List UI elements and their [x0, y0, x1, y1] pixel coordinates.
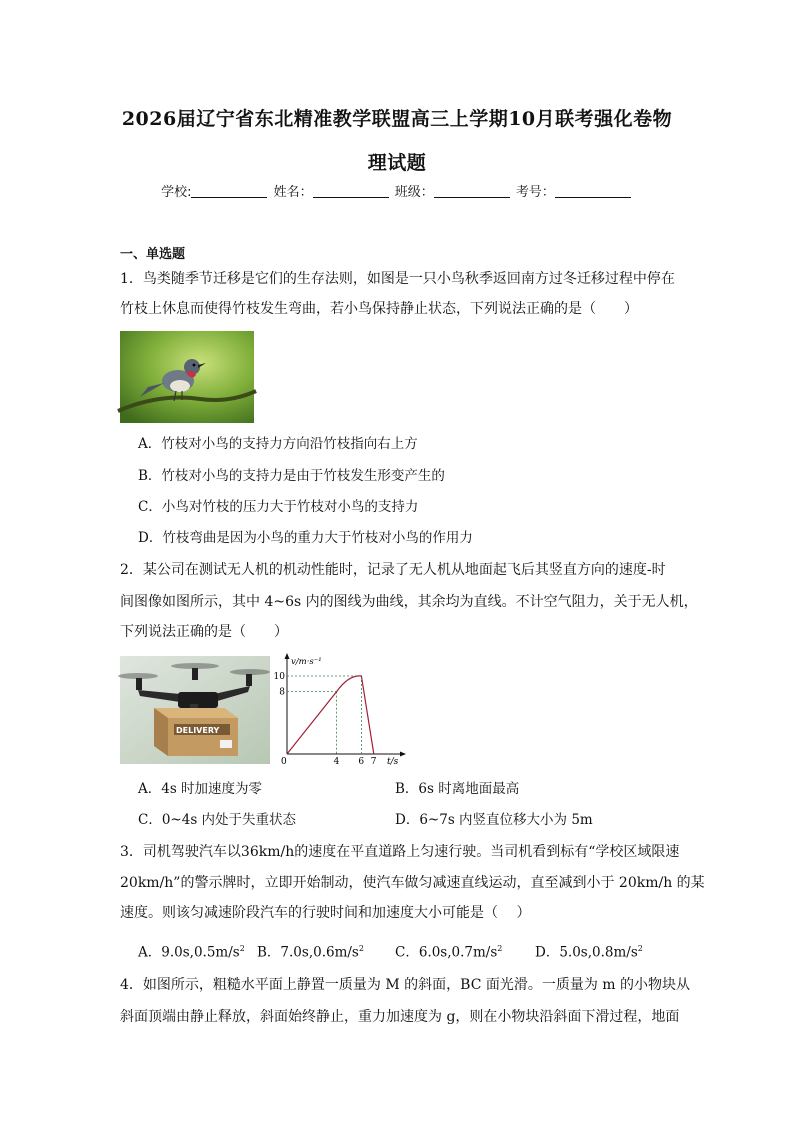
q2-text-line-3: 下列说法正确的是（ ） — [120, 624, 288, 640]
bird-on-branch-image — [120, 331, 254, 423]
q3-option-c[interactable] — [395, 939, 502, 963]
q2-option-d[interactable]: D．6~7s 内竖直位移大小为 5m — [395, 812, 593, 828]
q3-option-a-sup: 2 — [239, 944, 245, 953]
q3-option-c-text: C．6.0s,0.7m/s — [395, 944, 498, 961]
y-axis-label: v/m·s⁻¹ — [291, 657, 322, 667]
velocity-time-chart — [275, 650, 410, 768]
q3-option-a-text: A．9.0s,0.5m/s — [138, 944, 240, 961]
delivery-drone-image — [120, 656, 270, 764]
student-info-row — [0, 181, 794, 200]
q1-option-c[interactable]: C．小鸟对竹枝的压力大于竹枝对小鸟的支持力 — [138, 499, 419, 515]
section-heading: 一、单选题 — [120, 247, 186, 262]
y-axis-arrow — [285, 653, 290, 659]
q2-option-a[interactable]: A．4s 时加速度为零 — [138, 781, 263, 797]
q3-text-line-1: 3．司机驾驶汽车以36km/h的速度在平直道路上匀速行驶。当司机看到标有“学校区域限速 — [120, 844, 680, 860]
x-tick-label-6: 6 — [358, 757, 365, 767]
x-tick-label-4: 4 — [333, 757, 340, 767]
q3-option-b-text: B．7.0s,0.6m/s — [257, 944, 359, 961]
velocity-line — [287, 676, 374, 754]
x-axis-arrow — [400, 752, 406, 757]
school-blank[interactable] — [191, 185, 267, 198]
q3-option-b-sup: 2 — [358, 944, 364, 953]
q1-option-d[interactable]: D．竹枝弯曲是因为小鸟的重力大于竹枝对小鸟的作用力 — [138, 530, 473, 546]
y-tick-label-8: 8 — [279, 687, 285, 698]
y-tick-label-10: 10 — [273, 672, 285, 682]
exam-number-label: 考号： — [515, 185, 555, 200]
q2-text-line-2: 间图像如图所示，其中 4~6s 内的图线为曲线，其余均为直线。不计空气阻力，关于无人机， — [120, 594, 698, 610]
title-line-1: 2026届辽宁省东北精准教学联盟高三上学期10月联考强化卷物 — [121, 108, 673, 130]
q1-text-line-2: 竹枝上休息而使得竹枝发生弯曲，若小鸟保持静止状态，下列说法正确的是（ ） — [120, 301, 638, 317]
name-blank[interactable] — [313, 185, 389, 198]
q1-option-a[interactable]: A．竹枝对小鸟的支持力方向沿竹枝指向右上方 — [138, 436, 418, 452]
q1-text-line-1: 1．鸟类随季节迁移是它们的生存法则，如图是一只小鸟秋季返回南方过冬迁移过程中停在 — [120, 271, 675, 287]
x-tick-label-7: 7 — [370, 757, 377, 767]
class-blank[interactable] — [434, 185, 510, 198]
q4-text-line-1: 4．如图所示，粗糙水平面上静置一质量为 M 的斜面，BC 面光滑。一质量为 m 的小物块从 — [120, 977, 691, 993]
q3-option-d[interactable] — [535, 939, 643, 963]
name-label: 姓名： — [273, 185, 313, 200]
exam-number-blank[interactable] — [555, 185, 631, 198]
q3-option-d-text: D．5.0s,0.8m/s — [535, 944, 638, 961]
q1-option-b[interactable]: B．竹枝对小鸟的支持力是由于竹枝发生形变产生的 — [138, 468, 445, 484]
q2-text-line-1: 2．某公司在测试无人机的机动性能时，记录了无人机从地面起飞后其竖直方向的速度-时 — [120, 562, 666, 578]
q3-text-line-3: 速度。则该匀减速阶段汽车的行驶时间和加速度大小可能是（ ） — [120, 905, 531, 921]
q3-option-a[interactable] — [138, 939, 245, 963]
title-line-2: 理试题 — [367, 152, 427, 174]
class-label: 班级： — [394, 185, 434, 200]
q3-option-d-sup: 2 — [637, 944, 643, 953]
x-axis-label: t/s — [387, 757, 399, 767]
school-label: 学校: — [161, 185, 192, 200]
q4-text-line-2: 斜面顶端由静止释放，斜面始终静止，重力加速度为 g，则在小物块沿斜面下滑过程，地面 — [120, 1009, 680, 1025]
x-tick-label-0: 0 — [281, 757, 287, 767]
q3-option-c-sup: 2 — [497, 944, 503, 953]
q2-option-c[interactable]: C．0~4s 内处于失重状态 — [138, 812, 297, 828]
drone-box-label: DELIVERY — [176, 726, 220, 735]
q3-text-line-2: 20km/h”的警示牌时，立即开始制动，使汽车做匀减速直线运动，直至减到小于 20km/h 的某 — [120, 875, 705, 891]
q2-option-b[interactable]: B．6s 时离地面最高 — [395, 781, 520, 797]
q3-option-b[interactable] — [257, 939, 364, 963]
